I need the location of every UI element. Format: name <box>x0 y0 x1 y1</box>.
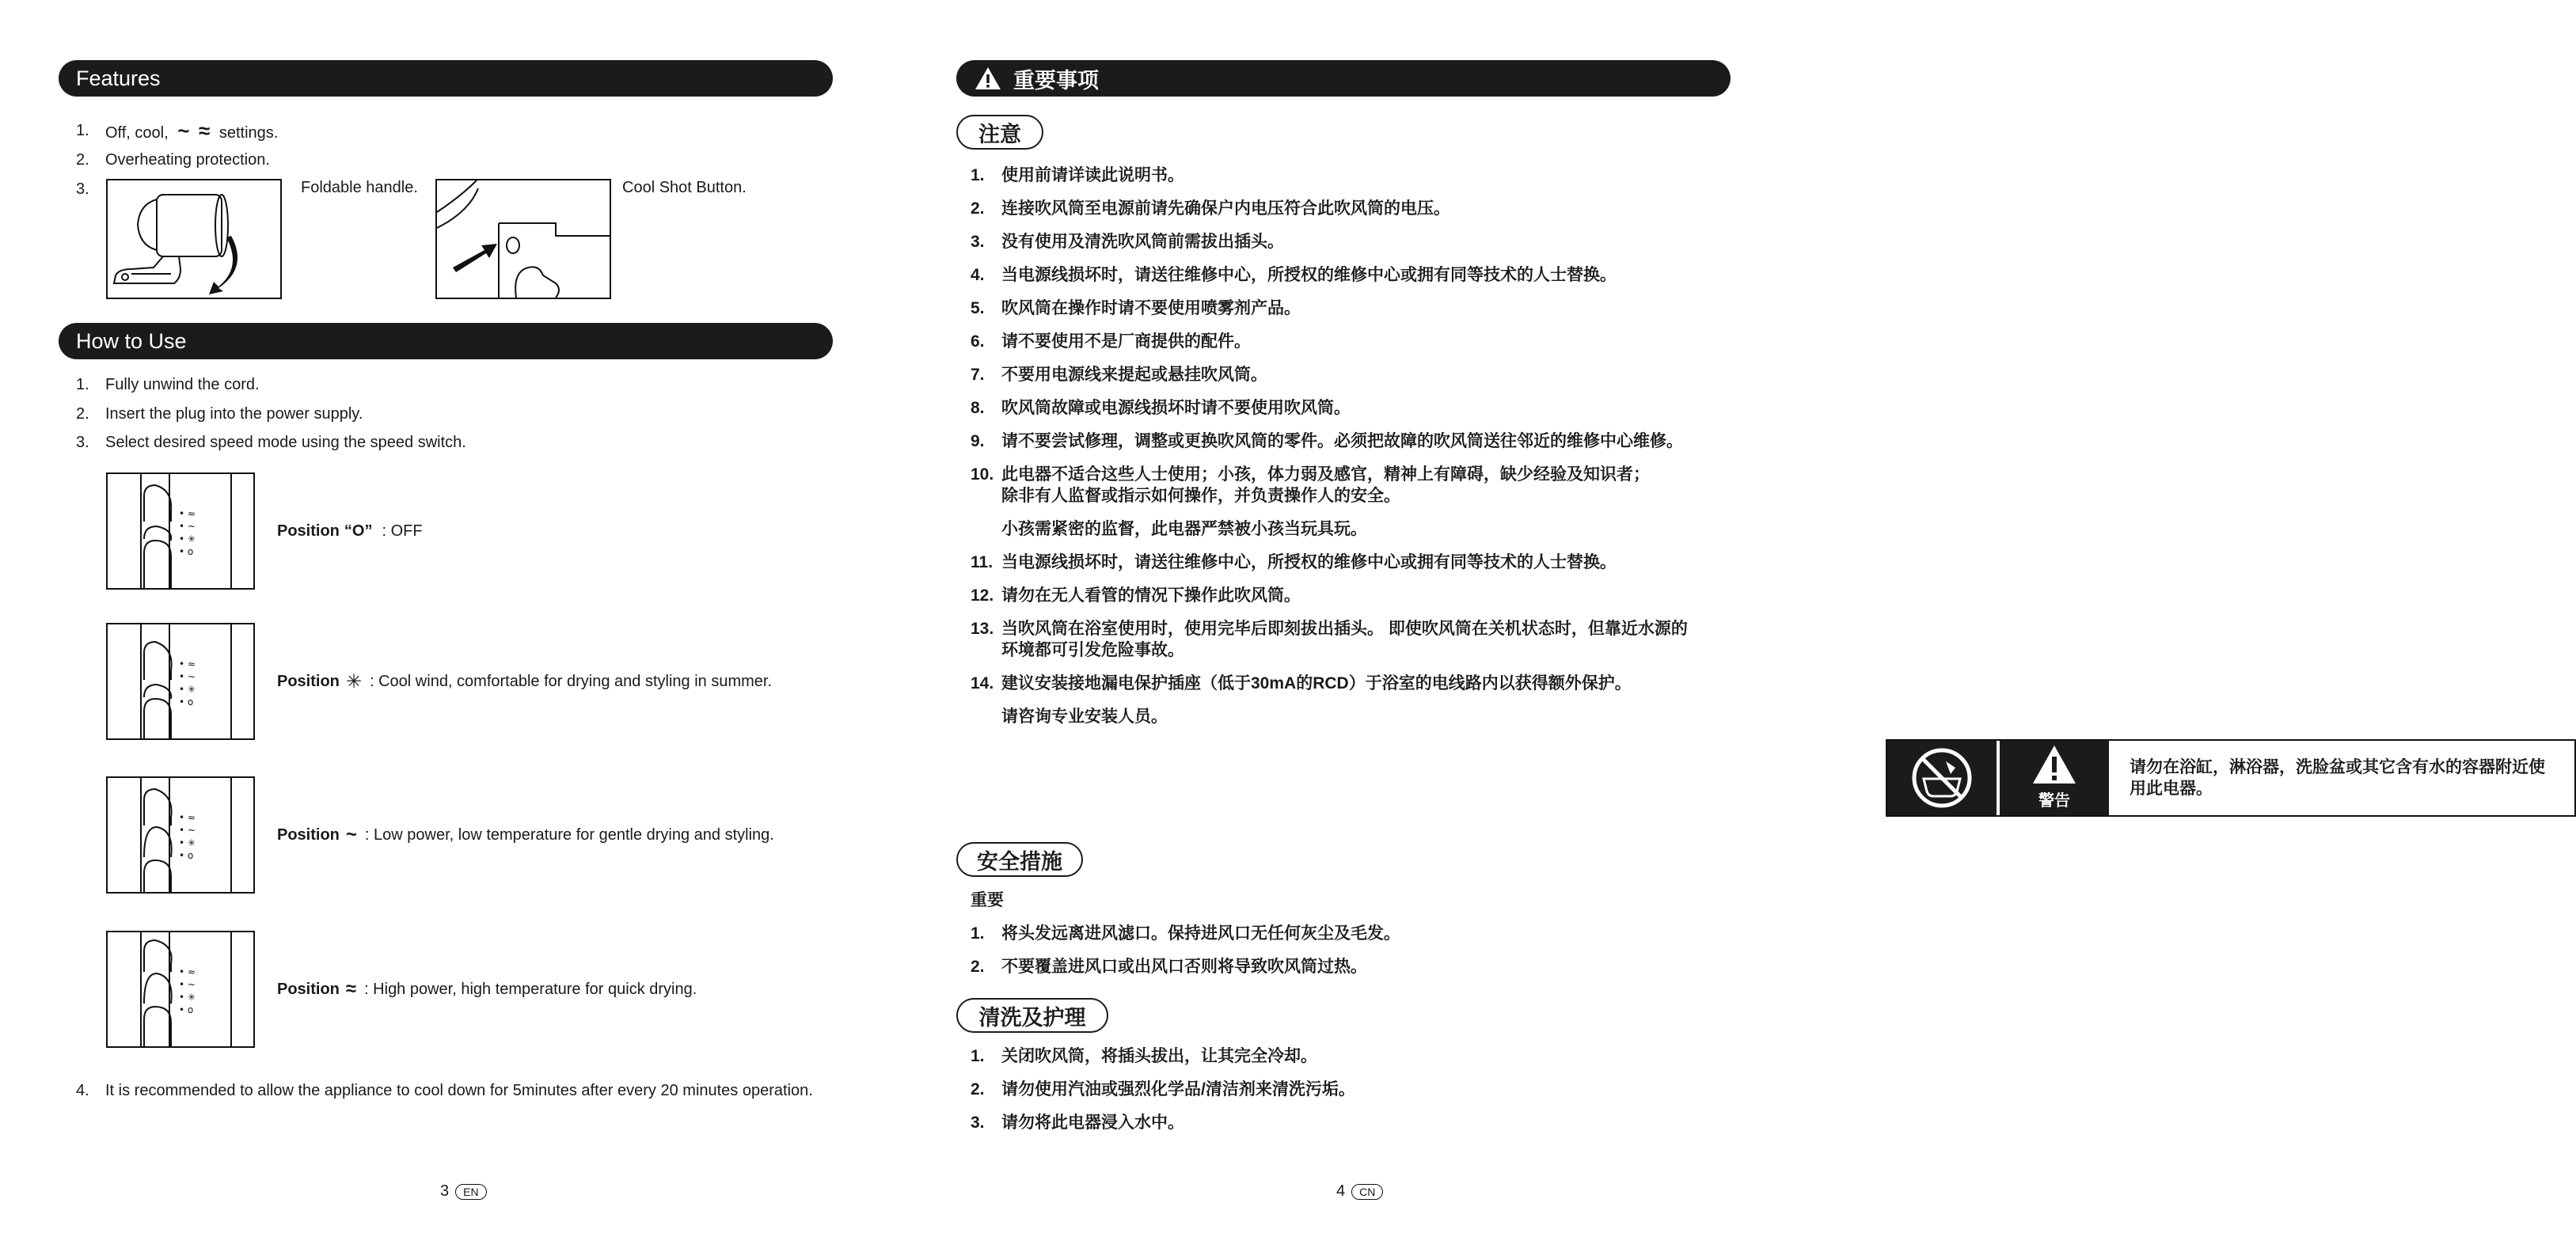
item-text-line: 连接吹风筒至电源前请先确保户内电压符合此吹风筒的电压。 <box>1001 199 1450 218</box>
features-header <box>59 60 833 97</box>
notice-title-text: 注意 <box>978 122 1021 146</box>
switch-off-illustration <box>106 472 255 590</box>
item-number: 2. <box>76 405 89 423</box>
item-number: 1. <box>971 166 985 184</box>
item-number: 11. <box>971 553 994 571</box>
warning-triangle-icon <box>974 66 1002 91</box>
item-number: 2. <box>971 1080 985 1099</box>
item-text-line: 除非有人监督或指示如何操作，并负责操作人的安全。 <box>1001 487 1400 505</box>
svg-text:• ≈: • ≈ <box>179 966 196 977</box>
language-badge: CN <box>1351 1184 1383 1200</box>
position-high-label <box>277 931 697 1048</box>
item-text-line: 请勿在无人看管的情况下操作此吹风筒。 <box>1001 586 1301 605</box>
svg-text:• ~: • ~ <box>179 825 196 836</box>
svg-text:• o: • o <box>179 1004 194 1015</box>
exclamation-triangle-icon <box>2000 741 2109 788</box>
cool-shot-button-illustration <box>435 179 611 299</box>
page-footer-right <box>1336 1182 1383 1201</box>
item-text: 请勿将此电器浸入水中。 <box>1001 1114 1184 1132</box>
item-text: Fully unwind the cord. <box>105 376 260 393</box>
item-text-line: 建议安装接地漏电保护插座（低于30mA的RCD）于浴室的电线路内以获得额外保护。 <box>1001 674 1632 693</box>
item-text-line: 当电源线损坏时，请送往维修中心，所授权的维修中心或拥有同等技术的人士替换。 <box>1001 266 1617 284</box>
item-number: 3. <box>76 180 89 198</box>
speed-switch-icon <box>108 624 253 738</box>
item-text-line: 吹风筒在操作时请不要使用喷雾剂产品。 <box>1001 299 1301 317</box>
item-number: 3. <box>971 1114 985 1132</box>
item-text: 关闭吹风筒，将插头拔出，让其完全冷却。 <box>1001 1047 1317 1065</box>
item-number: 14. <box>971 674 994 693</box>
position-description: : Low power, low temperature for gentle drying and styling. <box>364 825 774 844</box>
cool-shot-button-caption: Cool Shot Button. <box>622 179 747 196</box>
item-number: 1. <box>76 122 89 139</box>
position-description: : OFF <box>382 522 423 540</box>
safety-section-title <box>956 842 1083 877</box>
svg-text:• ✳: • ✳ <box>179 992 196 1003</box>
item-text-line: 此电器不适合这些人士使用；小孩，体力弱及感官，精神上有障碍，缺少经验及知识者； <box>1001 465 1650 484</box>
item-text: 将头发远离进风滤口。保持进风口无任何灰尘及毛发。 <box>1001 924 1400 943</box>
item-number: 2. <box>971 199 985 218</box>
features-title: Features <box>76 66 161 90</box>
item-text: It is recommended to allow the appliance to cool down for 5minutes after every 20 minutes operation. <box>105 1082 813 1099</box>
water-warning-box <box>1886 739 2576 817</box>
switch-cool-illustration <box>106 623 255 740</box>
feature-text: Overheating protection. <box>105 151 270 169</box>
warning-label-panel <box>2000 741 2109 815</box>
position-cool-label <box>277 623 772 740</box>
item-number: 10. <box>971 465 994 484</box>
svg-text:• ✳: • ✳ <box>179 837 196 848</box>
page-footer-left <box>440 1182 487 1201</box>
svg-text:• ≈: • ≈ <box>179 812 196 823</box>
svg-text:• ~: • ~ <box>179 979 196 990</box>
no-bathtub-icon <box>1887 741 1997 815</box>
safety-subtitle: 重要 <box>971 891 1004 909</box>
svg-text:• o: • o <box>179 696 194 708</box>
svg-text:• o: • o <box>179 850 194 861</box>
position-row-cool <box>106 623 819 740</box>
speed-switch-icon <box>108 778 253 892</box>
position-row-off <box>106 472 819 590</box>
position-word: Position <box>277 980 340 998</box>
speed-switch-icon <box>108 932 253 1046</box>
high-wave-icon: ≈ <box>198 119 211 142</box>
item-text-line: 请咨询专业安装人员。 <box>1001 708 1168 726</box>
position-description: : High power, high temperature for quick drying. <box>364 980 697 998</box>
svg-text:• o: • o <box>179 546 194 557</box>
language-badge: EN <box>455 1184 486 1200</box>
high-wave-icon: ≈ <box>345 978 357 1000</box>
position-row-high <box>106 931 819 1048</box>
page-right-cn <box>888 0 2545 1256</box>
how-to-use-header <box>59 323 833 359</box>
item-number: 2. <box>76 151 89 169</box>
item-number: 7. <box>971 366 985 384</box>
page-number: 4 <box>1336 1182 1346 1200</box>
item-number: 3. <box>971 233 985 251</box>
item-text-line: 使用前请详读此说明书。 <box>1001 166 1184 184</box>
snowflake-icon: ✳ <box>345 670 362 693</box>
item-text-line: 不要用电源线来提起或悬挂吹风筒。 <box>1001 366 1267 384</box>
foldable-handle-caption: Foldable handle. <box>301 179 418 196</box>
svg-text:• ~: • ~ <box>179 521 196 532</box>
low-wave-icon: ~ <box>345 824 357 845</box>
page-number: 3 <box>440 1182 450 1200</box>
item-text-line: 请不要尝试修理，调整或更换吹风筒的零件。必须把故障的吹风筒送往邻近的维修中心维修。 <box>1001 432 1683 450</box>
item-text: 请勿使用汽油或强烈化学品/清洁剂来清洗污垢。 <box>1001 1080 1355 1099</box>
position-off-label <box>277 472 423 590</box>
position-word: Position <box>277 672 340 690</box>
page-left-en <box>0 0 888 1256</box>
item-number: 4. <box>76 1082 89 1099</box>
item-number: 13. <box>971 620 994 638</box>
item-number: 1. <box>76 376 89 393</box>
item-text-line: 小孩需紧密的监督，此电器严禁被小孩当玩具玩。 <box>1001 520 1367 538</box>
svg-text:• ✳: • ✳ <box>179 533 196 545</box>
cool-shot-button-icon <box>437 180 610 298</box>
svg-text:• ✳: • ✳ <box>179 684 196 695</box>
important-header <box>956 60 1731 97</box>
item-text-line: 请不要使用不是厂商提供的配件。 <box>1001 332 1251 351</box>
item-number: 1. <box>971 1047 985 1065</box>
svg-text:• ~: • ~ <box>179 671 196 682</box>
item-number: 2. <box>971 958 985 976</box>
position-word: Position <box>277 825 340 844</box>
warning-text: 请勿在浴缸，淋浴器，洗脸盆或其它含有水的容器附近使用此电器。 <box>2130 758 2545 798</box>
no-water-icon-panel <box>1887 741 1997 815</box>
foldable-handle-illustration <box>106 179 282 299</box>
safety-title-text: 安全措施 <box>977 849 1062 874</box>
notice-section-title <box>956 115 1043 150</box>
item-number: 9. <box>971 432 985 450</box>
item-number: 3. <box>76 434 89 451</box>
item-number: 5. <box>971 299 985 317</box>
cleaning-section-title <box>956 998 1108 1033</box>
item-text: 不要覆盖进风口或出风口否则将导致吹风筒过热。 <box>1001 958 1367 976</box>
hair-dryer-fold-icon <box>108 180 280 298</box>
item-number: 8. <box>971 399 985 417</box>
item-text-line: 当电源线损坏时，请送往维修中心，所授权的维修中心或拥有同等技术的人士替换。 <box>1001 553 1617 571</box>
item-text-line: 没有使用及清洗吹风筒前需拔出插头。 <box>1001 233 1284 251</box>
warning-label: 警告 <box>2038 792 2070 810</box>
important-title: 重要事项 <box>1013 68 1099 93</box>
off-symbol: “O” <box>344 522 373 540</box>
item-text: Insert the plug into the power supply. <box>105 405 363 423</box>
feature-text-post: settings. <box>218 124 279 142</box>
svg-text:• ≈: • ≈ <box>179 658 196 670</box>
item-text-line: 当吹风筒在浴室使用时，使用完毕后即刻拔出插头。 即使吹风筒在关机状态时，但靠近水源的 <box>1001 620 1688 638</box>
item-number: 12. <box>971 586 994 605</box>
position-low-label <box>277 776 774 894</box>
position-word: Position <box>277 522 340 540</box>
low-wave-icon: ~ <box>177 119 190 142</box>
cleaning-title-text: 清洗及护理 <box>978 1005 1086 1030</box>
svg-text:• ≈: • ≈ <box>179 508 196 519</box>
item-text-line: 吹风筒故障或电源线损坏时请不要使用吹风筒。 <box>1001 399 1351 417</box>
item-text-line: 环境都可引发危险事故。 <box>1001 641 1184 659</box>
position-description: : Cool wind, comfortable for drying and styling in summer. <box>370 672 772 690</box>
item-number: 1. <box>971 924 985 943</box>
item-text: Select desired speed mode using the speed switch. <box>105 434 466 451</box>
position-row-low <box>106 776 819 894</box>
switch-high-illustration <box>106 931 255 1048</box>
how-to-use-title: How to Use <box>76 328 187 353</box>
item-number: 4. <box>971 266 985 284</box>
speed-switch-icon <box>108 474 253 588</box>
switch-low-illustration <box>106 776 255 894</box>
item-number: 6. <box>971 332 985 351</box>
feature-text-pre: Off, cool, <box>105 124 169 142</box>
